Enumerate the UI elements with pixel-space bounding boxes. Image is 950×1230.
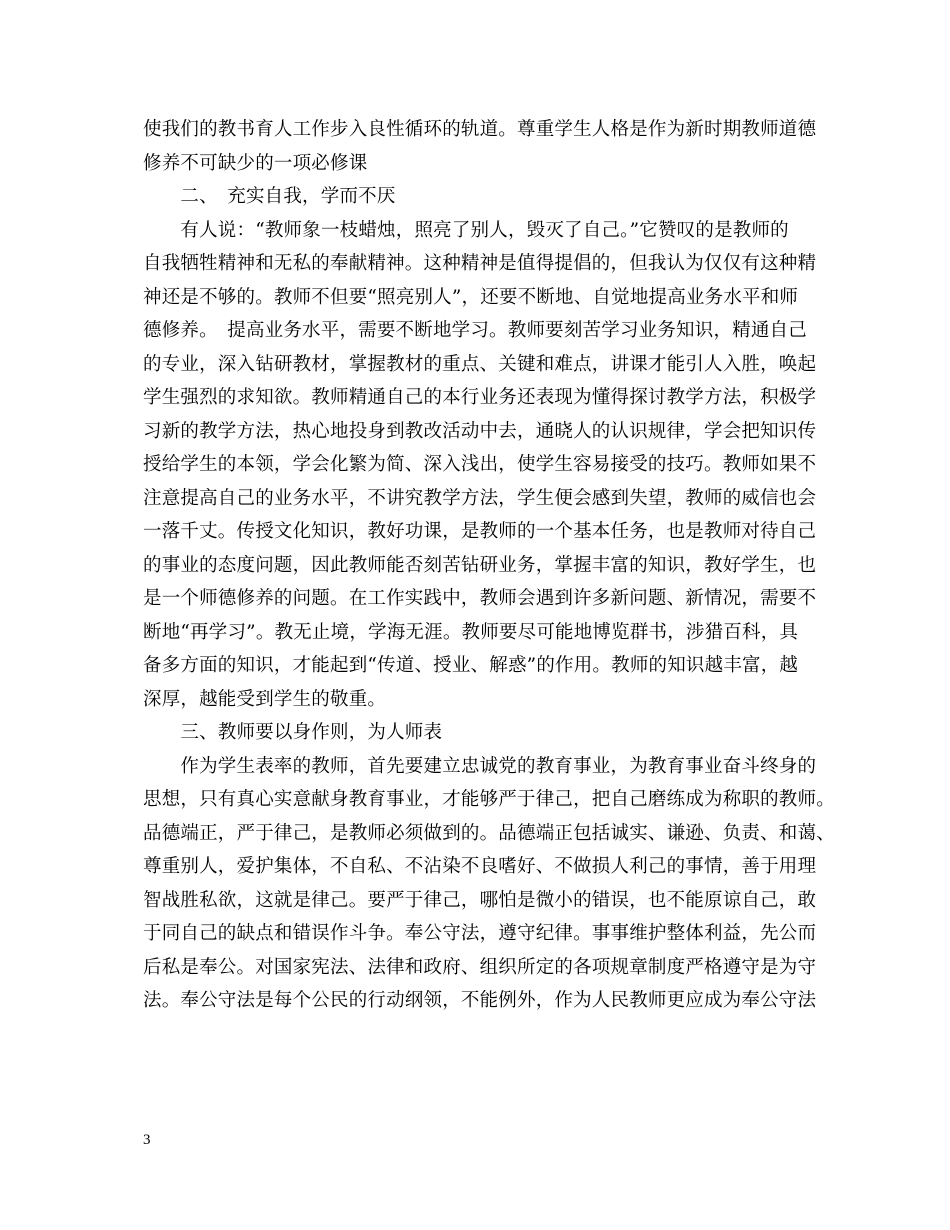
- text-line: 备多方面的知识，才能起到“传道、授业、解惑”的作用。教师的知识越丰富，越: [143, 655, 799, 676]
- text-line: 法。奉公守法是每个公民的行动纲领，不能例外，作为人民教师更应成为奉公守法: [143, 990, 817, 1011]
- text-line: 德修养。 提高业务水平，需要不断地学习。教师要刻苦学习业务知识，精通自己: [143, 320, 807, 341]
- text-line: 智战胜私欲，这就是律己。要严于律己，哪怕是微小的错误，也不能原谅自己，敢: [143, 889, 817, 911]
- body-text: [143, 113, 835, 1018]
- text-line: 的事业的态度问题，因此教师能否刻苦钻研业务，掌握丰富的知识，教好学生，也: [143, 554, 817, 576]
- text-line: 神还是不够的。教师不但要“照亮别人”，还要不断地、自觉地提高业务水平和师: [143, 286, 799, 308]
- text-line: 的专业，深入钻研教材，掌握教材的重点、关键和难点，讲课才能引人入胜，唤起: [143, 353, 817, 375]
- text-line: 作为学生表率的教师，首先要建立忠诚党的教育事业，为教育事业奋斗终身的: [143, 755, 817, 777]
- text-line: 一落千丈。传授文化知识，教好功课，是教师的一个基本任务，也是教师对待自己: [143, 521, 817, 542]
- text-line: 自我牺牲精神和无私的奉献精神。这种精神是值得提倡的，但我认为仅仅有这种精: [143, 253, 817, 274]
- page-number: 3: [143, 1132, 151, 1148]
- section-heading-3: 三、教师要以身作则，为人师表: [143, 722, 443, 743]
- text-line: 有人说：“教师象一枝蜡烛，照亮了别人，毁灭了自己。”它赞叹的是教师的: [143, 219, 789, 241]
- text-line: 修养不可缺少的一项必修课: [143, 152, 368, 174]
- text-line: 后私是奉公。对国家宪法、法律和政府、组织所定的各项规章制度严格遵守是为守: [143, 956, 817, 978]
- text-line: 学生强烈的求知欲。教师精通自己的本行业务还表现为懂得探讨教学方法，积极学: [143, 387, 817, 408]
- section-heading-2: 二、 充实自我，学而不厌: [143, 186, 396, 207]
- text-line: 使我们的教书育人工作步入良性循环的轨道。尊重学生人格是作为新时期教师道德: [143, 119, 817, 140]
- text-line: 于同自己的缺点和错误作斗争。奉公守法，遵守纪律。事事维护整体利益，先公而: [143, 923, 817, 944]
- text-line: 品德端正，严于律己，是教师必须做到的。品德端正包括诚实、谦逊、负责、和蔼、: [143, 822, 835, 844]
- text-line: 习新的教学方法，热心地投身到教改活动中去，通晓人的认识规律，学会把知识传: [143, 420, 817, 442]
- text-line: 是一个师德修养的问题。在工作实践中，教师会遇到许多新问题、新情况，需要不: [143, 588, 817, 609]
- text-line: 思想，只有真心实意献身教育事业，才能够严于律己，把自己磨练成为称职的教师。: [143, 789, 835, 810]
- text-line: 注意提高自己的业务水平，不讲究教学方法，学生便会感到失望，教师的威信也会: [143, 487, 817, 509]
- text-line: 深厚，越能受到学生的敬重。: [143, 688, 387, 710]
- text-line: 授给学生的本领，学会化繁为简、深入浅出，使学生容易接受的技巧。教师如果不: [143, 454, 817, 475]
- text-line: 断地“再学习”。教无止境，学海无涯。教师要尽可能地博览群书，涉猎百科，具: [143, 621, 799, 643]
- text-line: 尊重别人，爱护集体，不自私、不沾染不良嗜好、不做损人利己的事情，善于用理: [143, 856, 817, 877]
